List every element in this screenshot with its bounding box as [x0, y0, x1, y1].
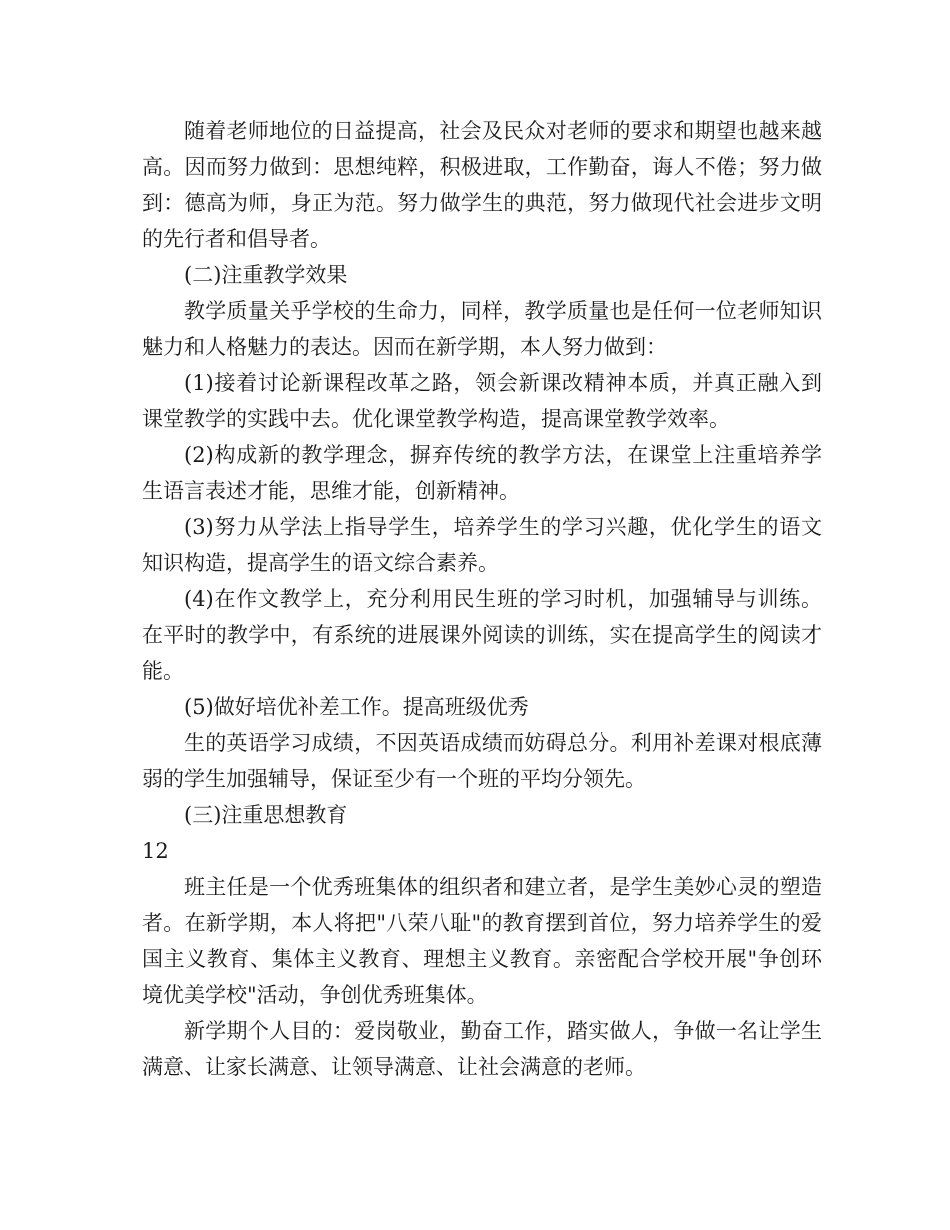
list-item-2: (2)构成新的教学理念，摒弃传统的教学方法，在课堂上注重培养学生语言表述才能，思维才能，创新精神。: [142, 443, 822, 503]
section-heading-moral-education: (三)注重思想教育: [184, 803, 348, 827]
paragraph-teacher-expectations: 随着老师地位的日益提高，社会及民众对老师的要求和期望也越来越高。因而努力做到：思想纯粹，积极进取，工作勤奋，诲人不倦；努力做到：德高为师，身正为范。努力做学生的典范，努力做现代社会进步文明的先行者和倡导者。: [142, 119, 822, 251]
document-body: [142, 113, 822, 1085]
list-item-3: (3)努力从学法上指导学生，培养学生的学习兴趣，优化学生的语文知识构造，提高学生的语文综合素养。: [142, 515, 822, 575]
paragraph-english-scores: 生的英语学习成绩，不因英语成绩而妨碍总分。利用补差课对根底薄弱的学生加强辅导，保证至少有一个班的平均分领先。: [142, 731, 822, 791]
paragraph-personal-goal: 新学期个人目的：爱岗敬业，勤奋工作，踏实做人，争做一名让学生满意、让家长满意、让领导满意、让社会满意的老师。: [142, 1019, 822, 1079]
list-item-5: (5)做好培优补差工作。提高班级优秀: [184, 695, 529, 719]
page-number: 12: [142, 839, 169, 863]
paragraph-teaching-quality: 教学质量关乎学校的生命力，同样，教学质量也是任何一位老师知识魅力和人格魅力的表达。因而在新学期，本人努力做到：: [142, 299, 822, 359]
section-heading-teaching-effect: (二)注重教学效果: [184, 263, 348, 287]
list-item-1: (1)接着讨论新课程改革之路，领会新课改精神本质，并真正融入到课堂教学的实践中去。优化课堂教学构造，提高课堂教学效率。: [142, 371, 822, 431]
paragraph-head-teacher: 班主任是一个优秀班集体的组织者和建立者，是学生美妙心灵的塑造者。在新学期，本人将把"八荣八耻"的教育摆到首位，努力培养学生的爱国主义教育、集体主义教育、理想主义教育。亲密配合学校开展"争创环境优美学校"活动，争创优秀班集体。: [142, 875, 822, 1007]
list-item-4: (4)在作文教学上，充分利用民生班的学习时机，加强辅导与训练。在平时的教学中，有系统的进展课外阅读的训练，实在提高学生的阅读才能。: [142, 587, 822, 683]
